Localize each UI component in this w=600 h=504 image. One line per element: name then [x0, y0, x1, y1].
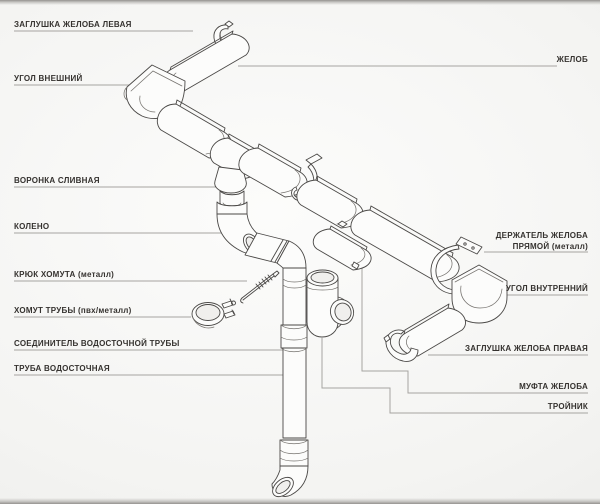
part-elbow-assembly [217, 202, 306, 271]
part-gutter-section [399, 304, 465, 356]
label-corner-outer: УГОЛ ВНЕШНИЙ [14, 74, 83, 83]
label-gutter-end-cap-left: ЗАГЛУШКА ЖЕЛОБА ЛЕВАЯ [14, 20, 132, 29]
part-outlet-bend [269, 440, 308, 500]
part-downpipe [283, 268, 306, 438]
label-bracket-line1: ДЕРЖАТЕЛЬ ЖЕЛОБА [495, 231, 588, 240]
label-gutter-coupling: МУФТА ЖЕЛОБА [519, 382, 588, 391]
label-gutter-end-cap-right: ЗАГЛУШКА ЖЕЛОБА ПРАВАЯ [464, 344, 588, 353]
part-gutter-section [351, 206, 459, 282]
label-drain-funnel: ВОРОНКА СЛИВНАЯ [14, 176, 100, 185]
label-gutter: ЖЕЛОБ [556, 55, 588, 64]
label-downpipe: ТРУБА ВОДОСТОЧНАЯ [14, 364, 110, 373]
label-elbow: КОЛЕНО [14, 222, 50, 231]
label-bracket-line2: ПРЯМОЙ (металл) [512, 242, 588, 251]
label-pipe-clamp: ХОМУТ ТРУБЫ (пвх/металл) [14, 306, 132, 315]
label-pipe-connector: СОЕДИНИТЕЛЬ ВОДОСТОЧНОЙ ТРУБЫ [14, 339, 180, 348]
label-tee: ТРОЙНИК [547, 402, 588, 411]
part-pipe-clamp [192, 299, 236, 328]
part-pipe-connector [281, 325, 307, 352]
label-clamp-hook: КРЮК ХОМУТА (металл) [14, 270, 115, 279]
part-clamp-hook [241, 271, 279, 303]
label-corner-inner: УГОЛ ВНУТРЕННИЙ [505, 284, 588, 293]
part-tee [307, 270, 357, 337]
